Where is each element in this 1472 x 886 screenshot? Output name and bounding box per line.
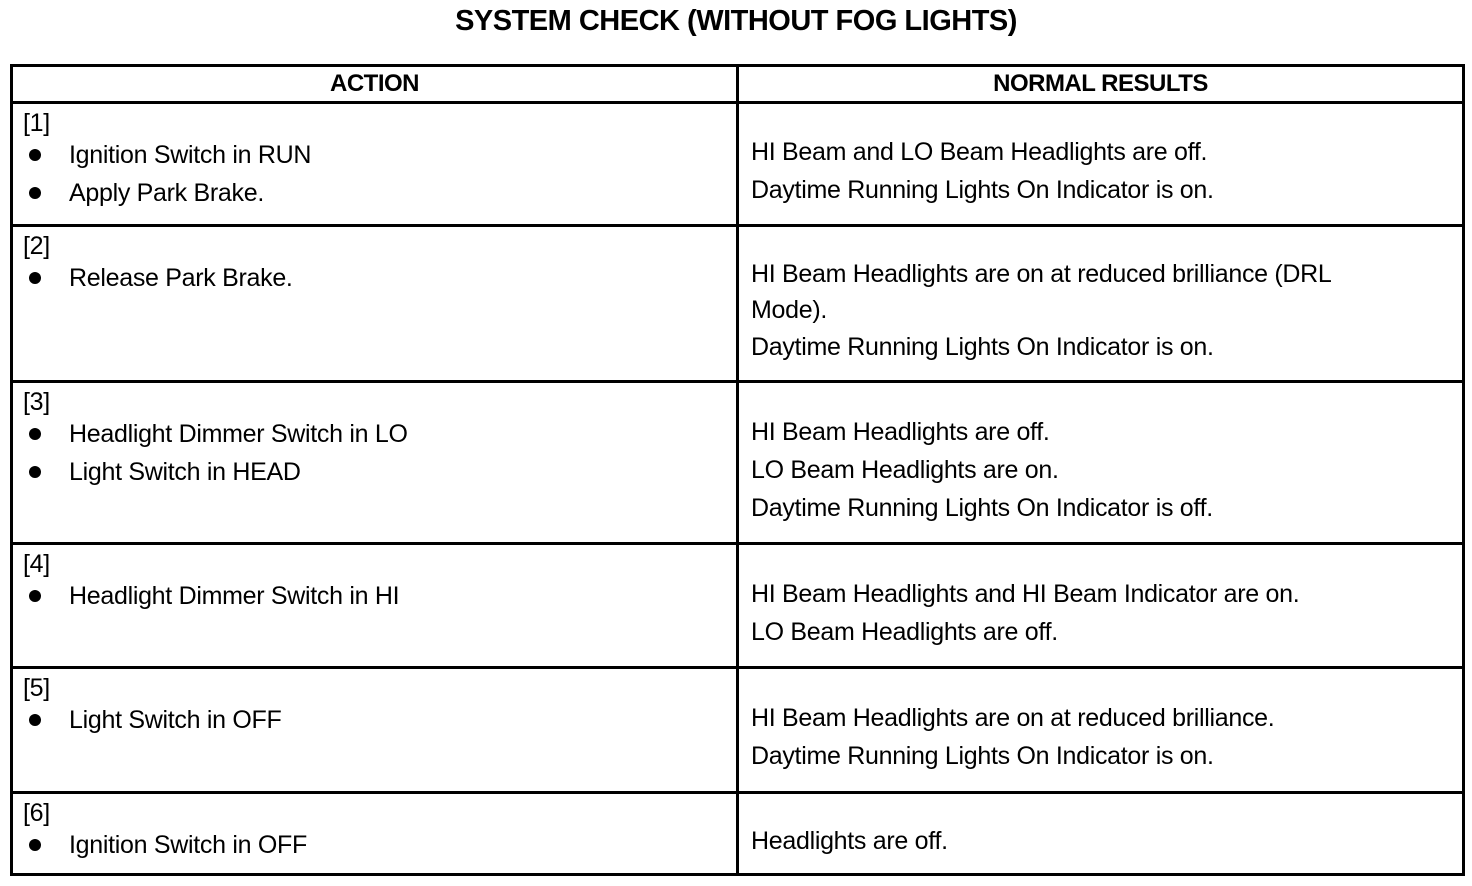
action-item xyxy=(23,701,736,739)
action-text: Apply Park Brake. xyxy=(69,179,264,207)
result-text: Daytime Running Lights On Indicator is on. xyxy=(751,332,1214,361)
action-item xyxy=(23,415,736,453)
table-row xyxy=(12,226,1464,382)
action-text: Headlight Dimmer Switch in LO xyxy=(69,420,408,448)
action-list xyxy=(23,415,736,491)
action-item xyxy=(23,826,736,864)
step-number: [1] xyxy=(23,109,50,137)
page-title: SYSTEM CHECK (WITHOUT FOG LIGHTS) xyxy=(455,5,1017,37)
table-row xyxy=(12,668,1464,793)
result-text: HI Beam and LO Beam Headlights are off. xyxy=(751,138,1208,166)
bullet-icon xyxy=(29,839,41,851)
bullet-icon xyxy=(29,428,41,440)
result-text: Headlights are off. xyxy=(751,826,948,855)
bullet-icon xyxy=(29,466,41,478)
table-row xyxy=(12,103,1464,226)
action-cell xyxy=(12,226,738,382)
action-item xyxy=(23,453,736,491)
table-row xyxy=(12,382,1464,544)
step-number: [5] xyxy=(23,674,50,702)
bullet-icon xyxy=(29,187,41,199)
action-list xyxy=(23,701,736,739)
result-cell xyxy=(738,226,1464,382)
bullet-icon xyxy=(29,714,41,726)
action-text: Headlight Dimmer Switch in HI xyxy=(69,582,400,610)
action-cell xyxy=(12,103,738,226)
bullet-icon xyxy=(29,272,41,284)
action-item xyxy=(23,259,736,297)
step-number: [3] xyxy=(23,388,50,416)
result-text: Daytime Running Lights On Indicator is on. xyxy=(751,176,1214,204)
system-check-table xyxy=(10,64,1465,876)
table-row xyxy=(12,544,1464,668)
result-text: HI Beam Headlights are on at reduced brilliance (DRL Mode). xyxy=(751,259,1331,324)
action-item xyxy=(23,174,736,212)
result-cell xyxy=(738,544,1464,668)
action-text: Ignition Switch in OFF xyxy=(69,831,307,859)
action-cell xyxy=(12,382,738,544)
action-cell xyxy=(12,793,738,875)
action-item xyxy=(23,577,736,615)
result-cell xyxy=(738,668,1464,793)
action-text: Release Park Brake. xyxy=(69,264,293,292)
action-item xyxy=(23,136,736,174)
action-text: Ignition Switch in RUN xyxy=(69,141,312,169)
step-number: [6] xyxy=(23,799,50,827)
step-number: [4] xyxy=(23,550,50,578)
bullet-icon xyxy=(29,149,41,161)
result-text: Daytime Running Lights On Indicator is off. xyxy=(751,493,1213,522)
action-list xyxy=(23,577,736,615)
action-list xyxy=(23,826,736,864)
result-text: HI Beam Headlights are off. xyxy=(751,417,1050,446)
result-cell xyxy=(738,793,1464,875)
action-text: Light Switch in HEAD xyxy=(69,458,301,486)
result-text: Daytime Running Lights On Indicator is on. xyxy=(751,742,1214,770)
result-cell xyxy=(738,382,1464,544)
table-row xyxy=(12,793,1464,875)
action-cell xyxy=(12,668,738,793)
result-text: HI Beam Headlights are on at reduced brilliance. xyxy=(751,704,1275,732)
action-text: Light Switch in OFF xyxy=(69,706,282,734)
step-number: [2] xyxy=(23,232,50,260)
result-text: LO Beam Headlights are on. xyxy=(751,455,1059,484)
table-header-row xyxy=(12,66,1464,103)
result-text: HI Beam Headlights and HI Beam Indicator are on. xyxy=(751,579,1300,608)
action-list xyxy=(23,259,736,297)
result-text: LO Beam Headlights are off. xyxy=(751,617,1058,646)
normal-results-column-header: NORMAL RESULTS xyxy=(738,66,1464,103)
result-cell xyxy=(738,103,1464,226)
action-column-header: ACTION xyxy=(12,66,738,103)
action-list xyxy=(23,136,736,212)
bullet-icon xyxy=(29,590,41,602)
action-cell xyxy=(12,544,738,668)
